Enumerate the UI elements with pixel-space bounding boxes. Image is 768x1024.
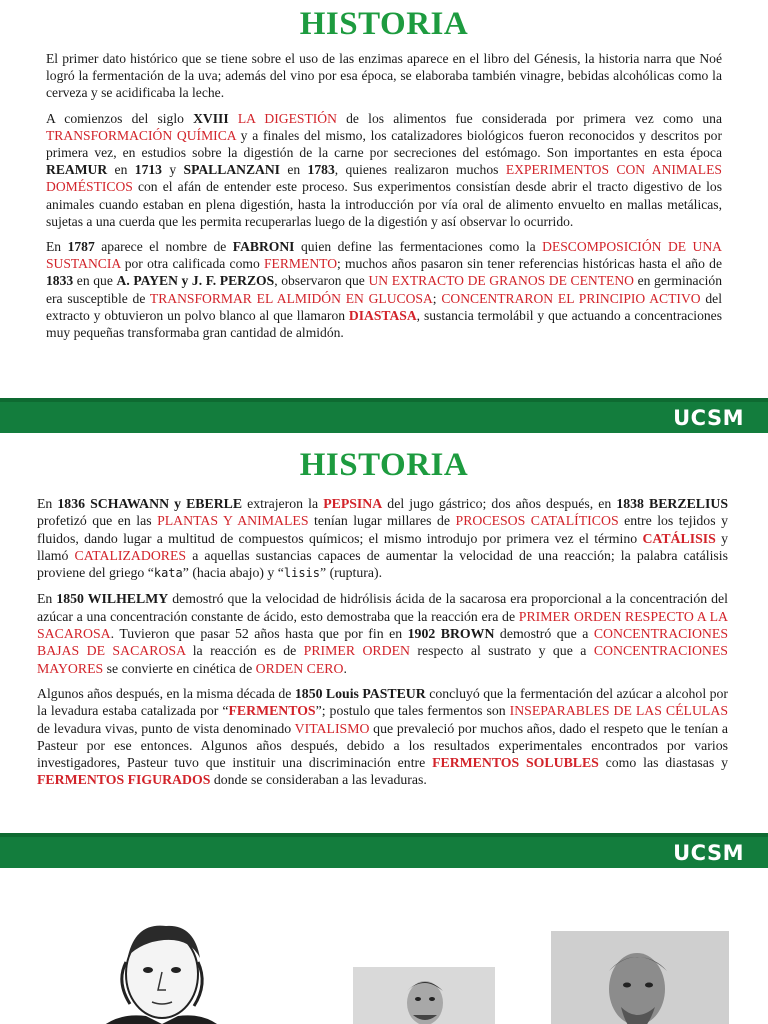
paragraph-pasteur: Algunos años después, en la misma década de 1850 Louis PASTEUR concluyó que la fermentación del azúcar a alcohol por la levadura estaba catalizada por “FERMENTOS”; postulo que tales fermentos son INSEPARABLES DE LAS CÉLULAS de levadura vivas, punto de vista denominado VITALISMO que prevaleció por muchos años, dado el respeto que le tenían a Pasteur por ese entonces. Algunos años después, debido a los resultados experimentales encontrados por varios investigadores, Pasteur tuvo que instituir una discriminación entre FERMENTOS SOLUBLES como las diastasas y FERMENTOS FIGURADOS donde se consideraban a las levaduras. (37, 685, 729, 788)
paragraph-pepsina: En 1836 SCHAWANN y EBERLE extrajeron la PEPSINA del jugo gástrico; dos años después, en 1838 BERZELIUS profetizó que en las PLANTAS Y ANIMALES tenían lugar millares de PROCESOS CATALÍTICOS entre los tejidos y fluidos, dando lugar a multitud de compuestos químicos; el mismo introdujo por primera vez el término CATÁLISIS y llamó CATALIZADORES a aquellas sustancias capaces de aumentar la velocidad de una reacción; la palabra catálisis proviene del griego “kata” (hacia abajo) y “lisis” (ruptura). (37, 496, 729, 581)
paragraph-fabroni: En 1787 aparece el nombre de FABRONI quien define las fermentaciones como la DESCOMPOSICIÓN DE UNA SUSTANCIA por otra calificada como FERMENTO; muchos años pasaron sin tener referencias históricas hasta el año de 1833 en que A. PAYEN y J. F. PERZOS, observaron que UN EXTRACTO DE GRANOS DE CENTENO en germinación era susceptible de TRANSFORMAR EL ALMIDÓN EN GLUCOSA; CONCENTRARON EL PRINCIPIO ACTIVO del extracto y obtuvieron un polvo blanco al que llamaron DIASTASA, sustancia termolábil y que actuando a concentraciones muy pequeñas transformaba gran cantidad de almidón. (46, 239, 722, 341)
portrait-engraving-left (86, 912, 236, 1024)
slide-historia-2 (0, 433, 768, 833)
ucsm-logo: UCSM (673, 841, 744, 865)
portrait-photo-right (551, 931, 729, 1024)
footer-band (0, 833, 768, 868)
slide-body (0, 50, 768, 341)
footer-band (0, 398, 768, 433)
slide-body (0, 495, 768, 789)
portrait-photo-center (353, 967, 495, 1024)
paragraph-genesis: El primer dato histórico que se tiene sobre el uso de las enzimas aparece en el libro del Génesis, la historia narra que Noé logró la fermentación de la uva; además del vino por esa época, se elaboraba también vinagre, bebidas alcohólicas como la cerveza y se acidificaba la leche. (46, 51, 722, 101)
slide-portraits (0, 868, 768, 1024)
slide-historia-1 (0, 0, 768, 398)
slide-title: HISTORIA (299, 447, 469, 483)
ucsm-logo: UCSM (673, 406, 744, 430)
slide-title: HISTORIA (299, 6, 469, 42)
paragraph-digestion: A comienzos del siglo XVIII LA DIGESTIÓN de los alimentos fue considerada por primera vez como una TRANSFORMACIÓN QUÍMICA y a finales del mismo, los catalizadores biológicos fueron reconocidos y descritos por primera vez, en estudios sobre la digestión de la carne por secreciones del estómago. Son importantes en esta época REAMUR en 1713 y SPALLANZANI en 1783, quienes realizaron muchos EXPERIMENTOS CON ANIMALES DOMÉSTICOS con el afán de entender este proceso. Sus experimentos consistían desde abrir el tracto digestivo de los animales cuando estaban en plena digestión, hasta la introducción por vía oral de alimento envuelto en mallas metálicas, sujetas a una cuerda que les permita recuperarlas luego de la digestión y así observar lo ocurrido. (46, 110, 722, 229)
paragraph-wilhelmy: En 1850 WILHELMY demostró que la velocidad de hidrólisis ácida de la sacarosa era proporcional a la concentración del azúcar a una concentración constante de ácido, esto demostraba que la reacción era de PRIMER ORDEN RESPECTO A LA SACAROSA. Tuvieron que pasar 52 años hasta que por fin en 1902 BROWN demostró que a CONCENTRACIONES BAJAS DE SACAROSA la reacción es de PRIMER ORDEN respecto al sustrato y que a CONCENTRACIONES MAYORES se convierte en cinética de ORDEN CERO. (37, 591, 728, 676)
